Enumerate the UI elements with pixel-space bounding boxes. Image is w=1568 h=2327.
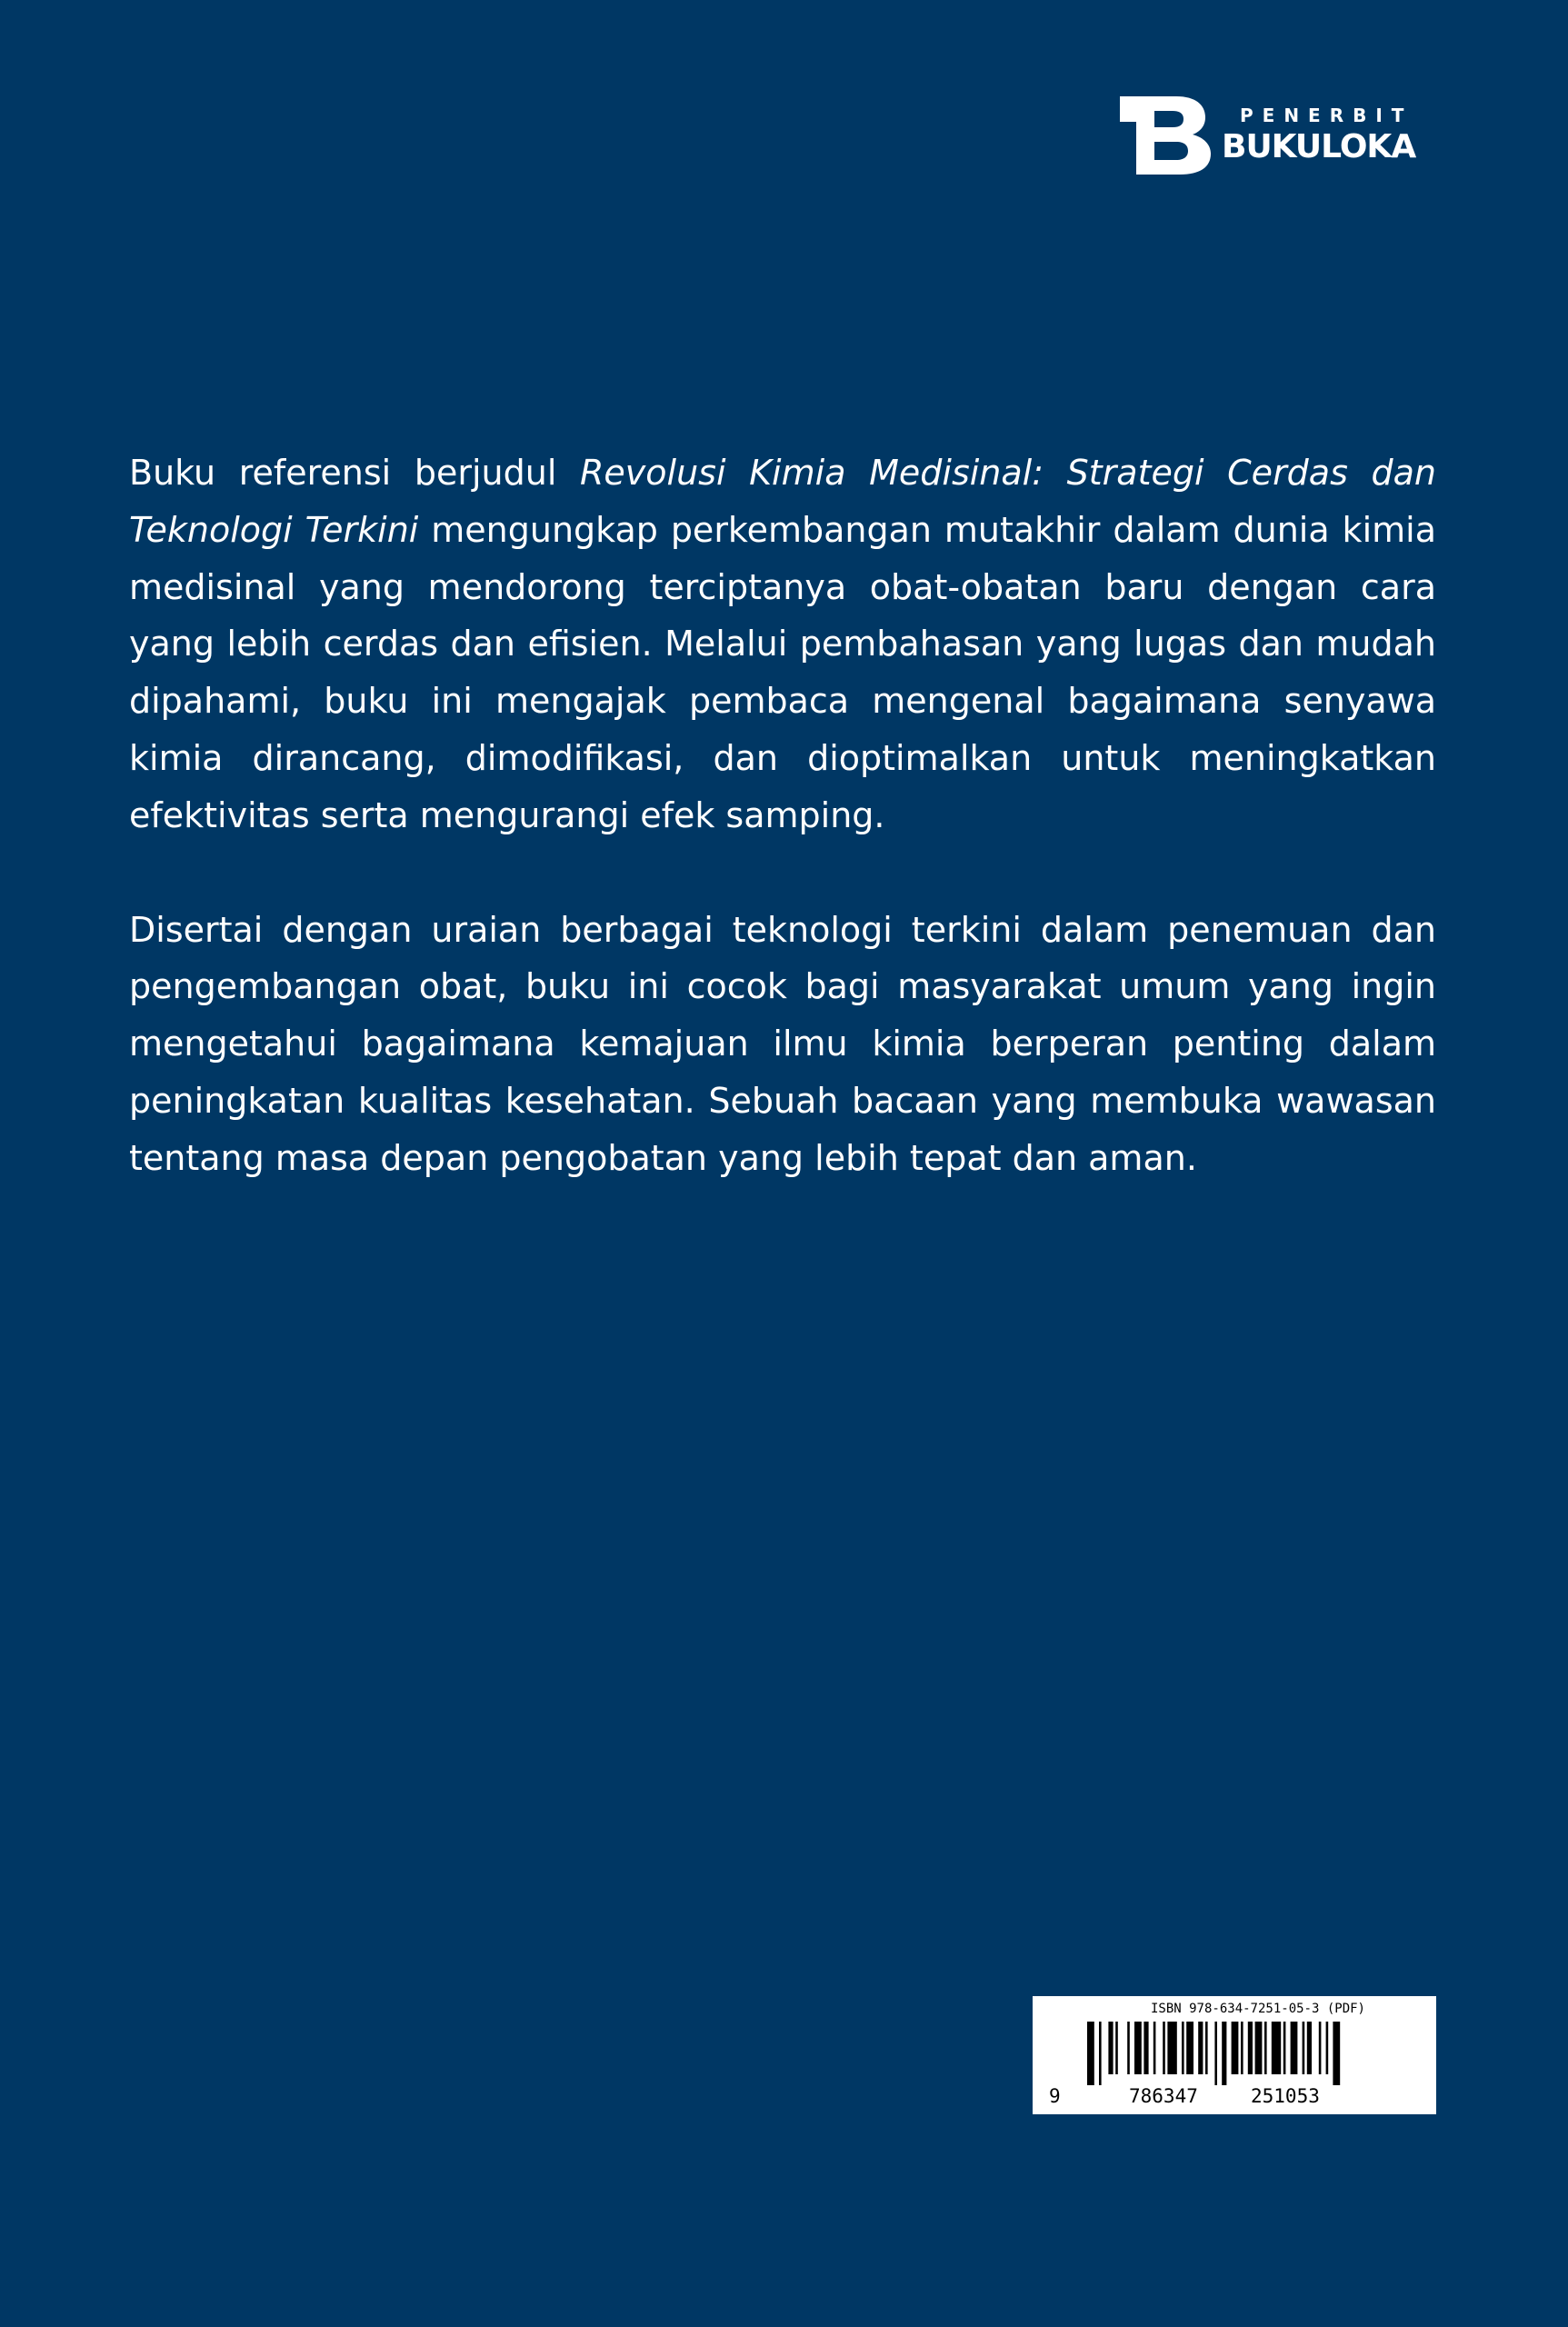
barcode-bar [1115, 2022, 1118, 2074]
publisher-label: PENERBIT [1240, 105, 1413, 126]
barcode-bars [1084, 2022, 1411, 2085]
barcode-bar [1099, 2022, 1102, 2085]
barcode-bar [1248, 2022, 1253, 2074]
back-cover-blurb [129, 444, 1436, 1187]
barcode-bar [1163, 2022, 1165, 2074]
barcode-bar [1108, 2022, 1113, 2074]
barcode-bar [1232, 2022, 1239, 2074]
barcode-bar [1319, 2022, 1322, 2074]
barcode-bar [1214, 2022, 1217, 2085]
book-title: Revolusi Kimia Medisinal: Strategi Cerdas dan Teknologi Terkini [129, 453, 1437, 550]
blurb-paragraph-2: Disertai dengan uraian berbagai teknologi terkini dalam penemuan dan pengembangan obat, buku ini cocok bagi masyarakat umum yang ingin mengetahui bagaimana kemajuan ilmu kimia berperan penting dalam peningkatan kualitas kesehatan. Sebuah bacaan yang membuka wawasan tentang masa depan pengobatan yang lebih tepat dan aman. [129, 909, 1436, 1178]
barcode-right-digits: 251053 [1251, 2085, 1320, 2107]
publisher-logo [1120, 96, 1438, 175]
barcode-bar [1198, 2022, 1203, 2074]
barcode-bar [1291, 2022, 1298, 2074]
barcode-bar [1333, 2022, 1340, 2085]
barcode-bar [1264, 2022, 1267, 2074]
blurb-intro: Buku referensi berjudul [129, 453, 580, 493]
bukuloka-b-logo-icon [1120, 96, 1211, 175]
barcode-bar [1222, 2022, 1226, 2085]
isbn-number: ISBN 978-634-7251-05-3 (PDF) [1150, 2002, 1365, 2016]
barcode-bar [1283, 2022, 1286, 2074]
barcode-bar [1134, 2022, 1142, 2074]
isbn-barcode [1033, 1996, 1436, 2114]
barcode-bar [1205, 2022, 1208, 2074]
barcode-bar [1326, 2022, 1329, 2074]
barcode-left-digits: 786347 [1129, 2085, 1198, 2107]
barcode-first-digit: 9 [1049, 2085, 1061, 2107]
barcode-bar [1144, 2022, 1148, 2074]
barcode-bar [1241, 2022, 1243, 2074]
barcode-bar [1154, 2022, 1156, 2074]
barcode-bar [1167, 2022, 1176, 2074]
barcode-bar [1303, 2022, 1305, 2074]
barcode-bar [1186, 2022, 1193, 2074]
barcode-bar [1255, 2022, 1263, 2074]
barcode-bar [1272, 2022, 1281, 2074]
barcode-bar [1307, 2022, 1312, 2074]
blurb-description: mengungkap perkembangan mutakhir dalam dunia kimia medisinal yang mendorong terciptanya obat-obatan baru dengan cara yang lebih cerdas dan efisien. Melalui pembahasan yang lugas dan mudah dipahami, buku ini mengajak pembaca mengenal bagaimana senyawa kimia dirancang, dimodifikasi, dan dioptimalkan untuk meningkatkan efektivitas serta mengurangi efek samping. [129, 509, 1436, 835]
blurb-paragraph-1 [129, 444, 1436, 844]
publisher-name: BUKULOKA [1222, 128, 1416, 165]
barcode-bar [1087, 2022, 1094, 2085]
barcode-bar [1182, 2022, 1184, 2074]
barcode-bar [1127, 2022, 1130, 2074]
